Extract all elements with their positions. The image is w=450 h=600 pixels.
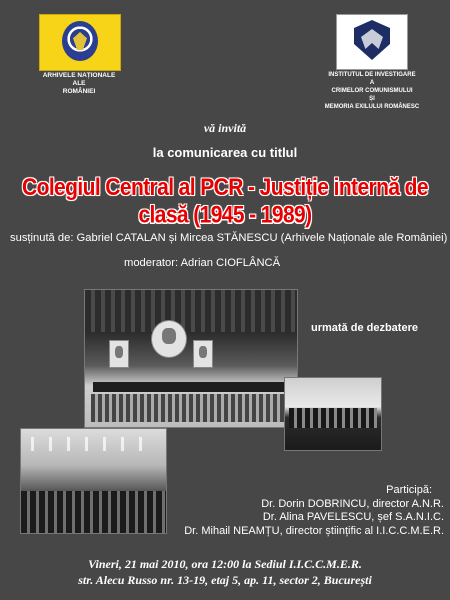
- right-caption-line: INSTITUTUL DE INVESTIGARE: [328, 72, 416, 78]
- left-caption-line: ALE: [72, 80, 86, 87]
- right-caption-line: MEMORIA EXILULUI ROMÂNESC: [324, 104, 420, 110]
- left-caption-line: ROMÂNIEI: [62, 88, 96, 95]
- event-details: [0, 556, 450, 588]
- right-caption-line: CRIMELOR COMUNISMULUI: [331, 88, 413, 94]
- debate-text: urmată de dezbatere: [311, 322, 418, 334]
- participants-block: [164, 484, 444, 538]
- audience-photo: [20, 428, 167, 534]
- participant-item: Dr. Alina PAVELESCU, șef S.A.N.I.C.: [262, 511, 444, 523]
- invite-text: vă invită: [203, 121, 247, 135]
- event-address: str. Alecu Russo nr. 13-19, etaj 5, ap. 11, sector 2, București: [78, 573, 372, 587]
- arhivele-nationale-logo: [39, 14, 121, 71]
- right-caption-line: ȘI: [369, 96, 375, 102]
- right-logo-caption: [318, 71, 426, 111]
- congress-hall-photo: [84, 289, 298, 428]
- right-caption-line: A: [369, 80, 375, 86]
- left-caption-line: ARHIVELE NAȚIONALE: [42, 72, 116, 79]
- left-logo-caption: [24, 72, 134, 96]
- event-date-venue: Vineri, 21 mai 2010, ora 12:00 la Sediul I.I.C.C.M.E.R.: [88, 557, 362, 571]
- participants-heading: Participă:: [386, 484, 432, 496]
- presidium-photo: [284, 377, 382, 451]
- participant-item: Dr. Mihail NEAMȚU, director științific al I.I.C.C.M.E.R.: [184, 524, 444, 537]
- lead-text: la comunicarea cu titlul: [152, 145, 298, 160]
- speakers-text: susținută de: Gabriel CATALAN și Mircea STĂNESCU (Arhivele Naționale ale României): [10, 232, 448, 244]
- event-title: Colegiul Central al PCR - Justiție internă de clasă (1945 - 1989): [22, 174, 428, 229]
- iiccmer-logo: [336, 14, 408, 70]
- participant-item: Dr. Dorin DOBRINCU, director A.N.R.: [261, 497, 444, 510]
- moderator-text: moderator: Adrian CIOFLÂNCĂ: [124, 257, 281, 269]
